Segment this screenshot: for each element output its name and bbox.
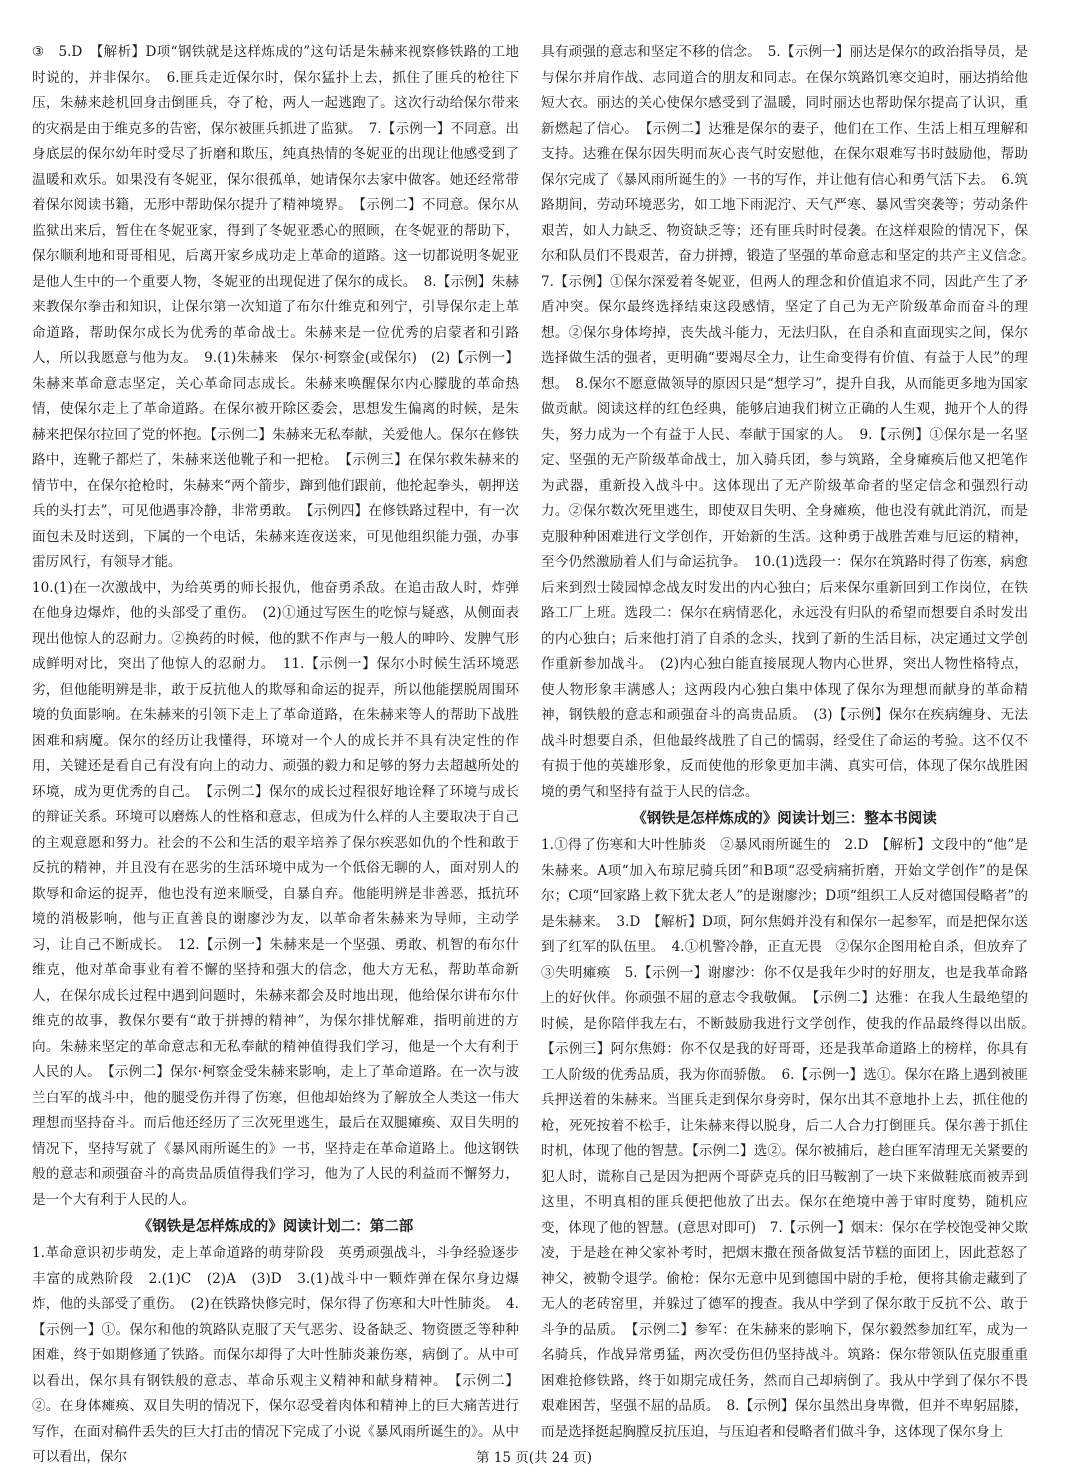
- section-heading: 《钢铁是怎样炼成的》阅读计划三：整本书阅读: [632, 811, 937, 827]
- answer-text-block: 1.①得了伤寒和大叶性肺炎 ②暴风雨所诞生的 2.D 【解析】文段中的“他”是朱赫来。A项“加入布琼尼骑兵团”和B项“忍受病痛折磨，开始文学创作”的是保尔；C项“回家路上救下犹太老人”的是谢廖沙；D项“组织工人反对德国侵略者”的是朱赫来。 3.D 【解析】D项，阿尔焦姆并没有和保尔一起参军，而是把保尔送到了红军的队伍里。 4.①机警冷静，正直无畏 ②保尔企图用枪自杀，但放弃了 ③失明瘫痪 5.【示例一】谢廖沙：你不仅是我年少时的好朋友，也是我革命路上的好伙伴。你顽强不屈的意志令我敬佩。 【示例二】达雅：在我人生最绝望的时候，是你陪伴我左右，不断鼓励我进行文学创作，使我的作品最终得以出版。 【示例三】阿尔焦姆：你不仅是我的好哥哥，还是我革命道路上的榜样，你具有工人阶级的优秀品质，我为你而骄傲。 6.【示例一】选①。保尔在路上遇到被匪兵押送着的朱赫来。当匪兵走到保尔身旁时，保尔出其不意地扑上去，抓住他的枪，死死按着不松手，让朱赫来得以脱身，后二人合力打倒匪兵。保尔善于抓住时机，体现了他的智慧。【示例二】选②。保尔被捕后，趁白匪军清理无关紧要的犯人时，谎称自己是因为把两个哥萨克兵的旧马鞍割了一块下来做鞋底而被弄到这里，不明真相的匪兵便把他放了出去。保尔在绝境中善于审时度势，随机应变，体现了他的智慧。(意思对即可) 7.【示例一】烟末：保尔在学校饱受神父欺凌，于是趁在神父家补考时，把烟末撒在预备做复活节糕的面团上，因此惹怒了神父，被勒令退学。偷枪：保尔无意中见到德国中尉的手枪，便将其偷走藏到了无人的老砖窑里，并躲过了德军的搜查。我从中学到了保尔敢于反抗不公、敢于斗争的品质。 【示例二】参军：在朱赫来的影响下，保尔毅然参加红军，成为一名骑兵，作战异常勇猛，两次受伤但仍坚持战斗。筑路：保尔带领队伍克服重重困难抢修铁路，终于如期完成任务，然而自己却病倒了。我从中学到了保尔不畏艰难困苦，坚强不屈的品质。 8.【示例】保尔虽然出身卑微，但并不卑躬屈膝，而是选择挺起胸膛反抗压迫，与压迫者和侵略者们做斗争，这体现了保尔身上: [541, 837, 1042, 1440]
- answer-text-block: 10.(1)在一次激战中，为给英勇的师长报仇，他奋勇杀敌。在追击敌人时，炸弹在他身边爆炸，他的头部受了重伤。 (2)①通过写医生的吃惊与疑惑，从侧面表现出他惊人的忍耐力。②换药的时候，他的默不作声与一般人的呻吟、发脾气形成鲜明对比，突出了他惊人的忍耐力。 11.【示例一】保尔小时候生活环境恶劣，但他能明辨是非，敢于反抗他人的欺辱和命运的捉弄，所以他能摆脱周围环境的负面影响。在朱赫来的引领下走上了革命道路，在朱赫来等人的帮助下战胜困难和病魔。保尔的经历让我懂得，环境对一个人的成长并不具有决定性的作用，关键还是看自己有没有向上的动力、顽强的毅力和足够的努力去超越所处的环境，成为更优秀的自己。 【示例二】保尔的成长过程很好地诠释了环境与成长的辩证关系。环境可以磨炼人的性格和意志，但成为什么样的人主要取决于自己的主观意愿和努力。社会的不公和生活的艰辛培养了保尔疾恶如仇的个性和敢于反抗的精神，并且没有在恶劣的生活环境中成为一个低俗无聊的人，面对别人的欺辱和命运的捉弄，他也没有逆来顺受，自暴自弃。他能明辨是非善恶，抵抗环境的消极影响，他与正直善良的谢廖沙为友，以革命者朱赫来为导师，主动学习，让自己不断成长。 12.【示例一】朱赫来是一个坚强、勇敢、机智的布尔什维克，他对革命事业有着不懈的坚持和强大的信念，他大方无私，帮助革命新人，在保尔成长过程中遇到问题时，朱赫来都会及时地出现，他给保尔讲布尔什维克的故事，教保尔要有“敢于拼搏的精神”，为保尔排忧解难，指明前进的方向。朱赫来坚定的革命意志和无私奉献的精神值得我们学习，他是一个大有利于人民的人。 【示例二】保尔·柯察金受朱赫来影响，走上了革命道路。在一次与波兰白军的战斗中，他的腿受伤并得了伤寒，但他却始终为了解放全人类这一伟大理想而坚持奋斗。而后他还经历了三次死里逃生，最后在双腿瘫痪、双目失明的情况下，坚持写就了《暴风雨所诞生的》一书，坚持走在革命道路上。他这钢铁般的意志和顽强奋斗的高贵品质值得我们学习，他为了人民的利益而不懈努力，是一个大有利于人民的人。: [32, 579, 519, 1208]
- section-heading: 《钢铁是怎样炼成的》阅读计划二：第二部: [137, 1219, 414, 1235]
- right-column: [541, 40, 1042, 1440]
- page-number: 第 15 页(共 24 页): [475, 1450, 593, 1466]
- answer-text-block: 1.革命意识初步萌发，走上革命道路的萌芽阶段 英勇顽强战斗，斗争经验逐步丰富的成熟阶段 2.(1)C (2)A (3)D 3.(1)战斗中一颗炸弹在保尔身边爆炸，他的头部受了重伤。 (2)在铁路快修完时，保尔得了伤寒和大叶性肺炎。 4.【示例一】①。保尔和他的筑路队克服了天气恶劣、设备缺乏、物资匮乏等种种困难，终于如期修通了铁路。而保尔却得了大叶性肺炎兼伤寒，病倒了。从中可以看出，保尔具有钢铁般的意志、革命乐观主义精神和献身精神。 【示例二】②。在身体瘫痪、双目失明的情况下，保尔忍受着肉体和精神上的巨大痛苦进行写作，在面对稿件丢失的巨大打击的情况下完成了小说《暴风雨所诞生的》。从中可以看出，保尔: [32, 1245, 519, 1465]
- page-footer: [0, 1446, 1068, 1466]
- answer-text-block: ③ 5.D 【解析】D项“钢铁就是这样炼成的”这句话是朱赫来视察修铁路的工地时说的，并非保尔。 6.匪兵走近保尔时，保尔猛扑上去，抓住了匪兵的枪往下压，朱赫来趁机回身击倒匪兵，夺了枪，两人一起逃跑了。这次行动给保尔带来的灾祸是由于维克多的告密，保尔被匪兵抓进了监狱。 7.【示例一】不同意。出身底层的保尔幼年时受尽了折磨和欺压，纯真热情的冬妮亚的出现让他感受到了温暖和欢乐。如果没有冬妮亚，保尔很孤单，她请保尔去家中做客。她还经常带着保尔阅读书籍，无形中帮助保尔提升了精神境界。 【示例二】不同意。保尔从监狱出来后，暂住在冬妮亚家，得到了冬妮亚悉心的照顾，在冬妮亚的帮助下，保尔顺利地和哥哥相见，后离开家乡成功走上革命的道路。这一切都说明冬妮亚是他人生中的一个重要人物，冬妮亚的出现促进了保尔的成长。 8.【示例】朱赫来教保尔拳击和知识，让保尔第一次知道了布尔什维克和列宁，引导保尔走上革命道路，帮助保尔成长为优秀的革命战士。朱赫来是一位优秀的启蒙者和引路人，所以我愿意与他为友。 9.(1)朱赫来 保尔·柯察金(或保尔) (2)【示例一】朱赫来革命意志坚定，关心革命同志成长。朱赫来唤醒保尔内心朦胧的革命热情，使保尔走上了革命道路。在保尔被开除区委会，思想发生偏离的时候，是朱赫来把保尔拉回了党的怀抱。【示例二】朱赫来无私奉献，关爱他人。保尔在修铁路中，连靴子都烂了，朱赫来送他靴子和一把枪。 【示例三】在保尔救朱赫来的情节中，在保尔抢枪时，朱赫来“两个箭步，蹿到他们跟前，他抡起拳头，朝押送兵的头打去”，可见他遇事冷静，非常勇敢。 【示例四】在修铁路过程中，有一次面包未及时送到，下属的一个电话，朱赫来连夜送来，可见他组织能力强，办事雷厉风行，有领导才能。: [32, 44, 519, 570]
- answer-text-block: 具有顽强的意志和坚定不移的信念。 5.【示例一】丽达是保尔的政治指导员，是与保尔并肩作战、志同道合的朋友和同志。在保尔筑路饥寒交迫时，丽达捎给他短大衣。丽达的关心使保尔感受到了温暖，同时丽达也帮助保尔提高了认识，重新燃起了信心。 【示例二】达雅是保尔的妻子，他们在工作、生活上相互理解和支持。达雅在保尔因失明而灰心丧气时安慰他，在保尔艰难写书时鼓励他，帮助保尔完成了《暴风雨所诞生的》一书的写作，并让他有信心和勇气活下去。 6.筑路期间，劳动环境恶劣，如工地下雨泥泞、天气严寒、暴风雪突袭等；劳动条件艰苦，如人力缺乏、物资缺乏等；还有匪兵时时侵袭。在这样艰险的情况下，保尔和队员们不畏艰苦，奋力拼搏，锻造了坚强的革命意志和坚定的共产主义信念。 7.【示例】①保尔深爱着冬妮亚，但两人的理念和价值追求不同，因此产生了矛盾冲突。保尔最终选择结束这段感情，坚定了自己为无产阶级革命而奋斗的理想。②保尔身体垮掉，丧失战斗能力，无法归队，在自杀和直面现实之间，保尔选择做生活的强者，更明确“要竭尽全力，让生命变得有价值、有益于人民”的理想。 8.保尔不愿意做领导的原因只是“想学习”，提升自我，从而能更多地为国家做贡献。阅读这样的红色经典，能够启迪我们树立正确的人生观，抛开个人的得失，努力成为一个有益于人民、奉献于国家的人。 9.【示例】①保尔是一名坚定、坚强的无产阶级革命战士，加入骑兵团，参与筑路，全身瘫痪后他又把笔作为武器，重新投入战斗中。这体现出了无产阶级革命者的坚定信念和强烈行动力。②保尔数次死里逃生，即使双目失明、全身瘫痪，他也没有就此消沉，而是克服种种困难进行文学创作，开始新的生活。这种勇于战胜苦难与厄运的精神，至今仍然激励着人们与命运抗争。 10.(1)选段一：保尔在筑路时得了伤寒，病愈后来到烈士陵园悼念战友时发出的内心独白；后来保尔重新回到工作岗位，在铁路工厂上班。选段二：保尔在病情恶化，永远没有归队的希望而想要自杀时发出的内心独白；后来他打消了自杀的念头，找到了新的生活目标，决定通过文学创作重新参加战斗。 (2)内心独白能直接展现人物内心世界，突出人物性格特点，使人物形象丰满感人；这两段内心独白集中体现了保尔为理想而献身的革命精神，钢铁般的意志和顽强奋斗的高贵品质。 (3)【示例】保尔在疾病缠身、无法战斗时想要自杀，但他最终战胜了自己的懦弱，经受住了命运的考验。这不仅不有损于他的英雄形象，反而使他的形象更加丰满、真实可信，体现了保尔战胜困境的勇气和坚持有益于人民的信念。: [541, 44, 1042, 800]
- left-column: [32, 40, 519, 1465]
